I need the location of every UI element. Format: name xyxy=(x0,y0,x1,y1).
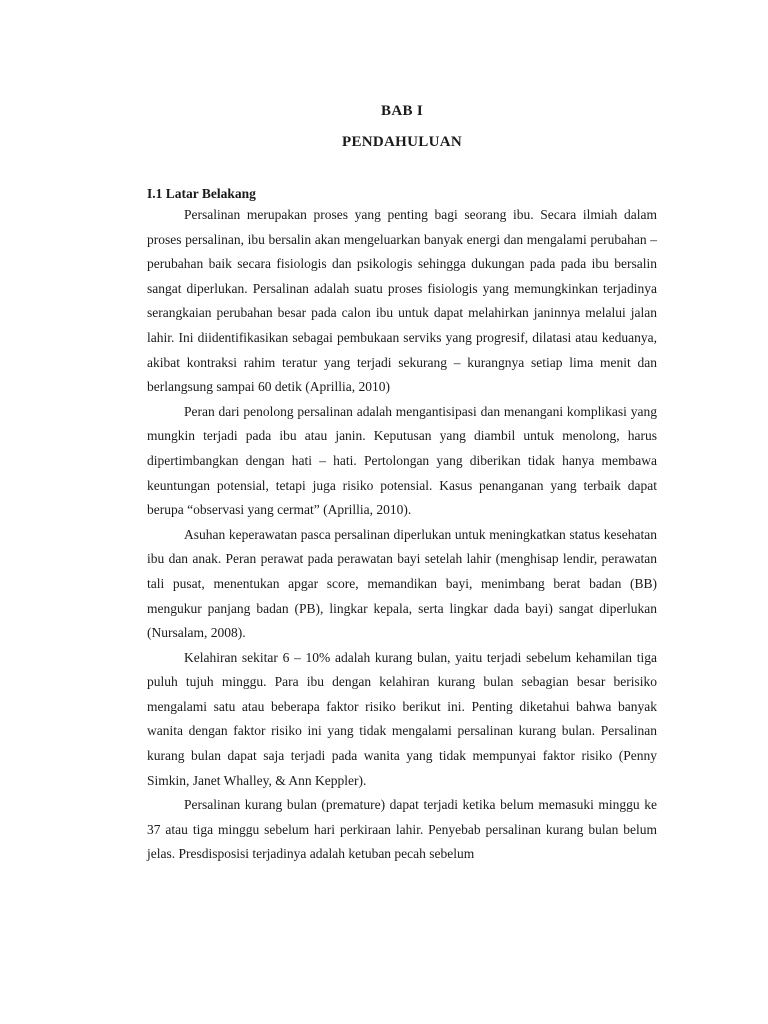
chapter-number: BAB I xyxy=(381,103,423,119)
paragraph: Asuhan keperawatan pasca persalinan diperlukan untuk meningkatkan status kesehatan ibu dan anak. Peran perawat pada perawatan bayi setelah lahir (menghisap lendir, perawatan tali pusat, menentukan apgar score, memandikan bayi, menimbang berat badan (BB) mengukur panjang badan (PB), lingkar kepala, serta lingkar dada bayi) sangat diperlukan (Nursalam, 2008). xyxy=(147,526,657,641)
chapter-title: PENDAHULUAN xyxy=(342,134,462,150)
section-heading: I.1 Latar Belakang xyxy=(147,186,256,201)
paragraph: Persalinan kurang bulan (premature) dapat terjadi ketika belum memasuki minggu ke 37 atau tiga minggu sebelum hari perkiraan lahir. Penyebab persalinan kurang bulan belum jelas. Presdisposisi terjadinya adalah ketuban pecah sebelum xyxy=(147,797,657,862)
paragraph: Kelahiran sekitar 6 – 10% adalah kurang bulan, yaitu terjadi sebelum kehamilan tiga puluh tujuh minggu. Para ibu dengan kelahiran kurang bulan sebagian besar berisiko mengalami satu atau beberapa faktor risiko berikut ini. Penting diketahui bahwa banyak wanita dengan faktor risiko ini yang tidak mengalami persalinan kurang bulan. Persalinan kurang bulan dapat saja terjadi pada wanita yang tidak mempunyai faktor risiko (Penny Simkin, Janet Whalley, & Ann Keppler). xyxy=(147,649,657,788)
paragraph: Peran dari penolong persalinan adalah mengantisipasi dan menangani komplikasi yang mungkin terjadi pada ibu atau janin. Keputusan yang diambil untuk menolong, harus dipertimbangkan dengan hati – hati. Pertolongan yang diberikan tidak hanya membawa keuntungan potensial, tetapi juga risiko potensial. Kasus penanganan yang terbaik dapat berupa “observasi yang cermat” (Aprillia, 2010). xyxy=(147,403,657,518)
paragraph: Persalinan merupakan proses yang penting bagi seorang ibu. Secara ilmiah dalam proses persalinan, ibu bersalin akan mengeluarkan banyak energi dan mengalami perubahan – perubahan baik secara fisiologis dan psikologis sehingga dukungan pada pada ibu bersalin sangat diperlukan. Persalinan adalah suatu proses fisiologis yang memungkinkan terjadinya serangkaian perubahan besar pada calon ibu untuk dapat melahirkan janinnya melalui jalan lahir. Ini diidentifikasikan sebagai pembukaan serviks yang progresif, dilatasi atau keduanya, akibat kontraksi rahim teratur yang terjadi sekurang – kurangnya setiap lima menit dan berlangsung sampai 60 detik (Aprillia, 2010) xyxy=(147,207,657,395)
body-text xyxy=(147,203,657,867)
